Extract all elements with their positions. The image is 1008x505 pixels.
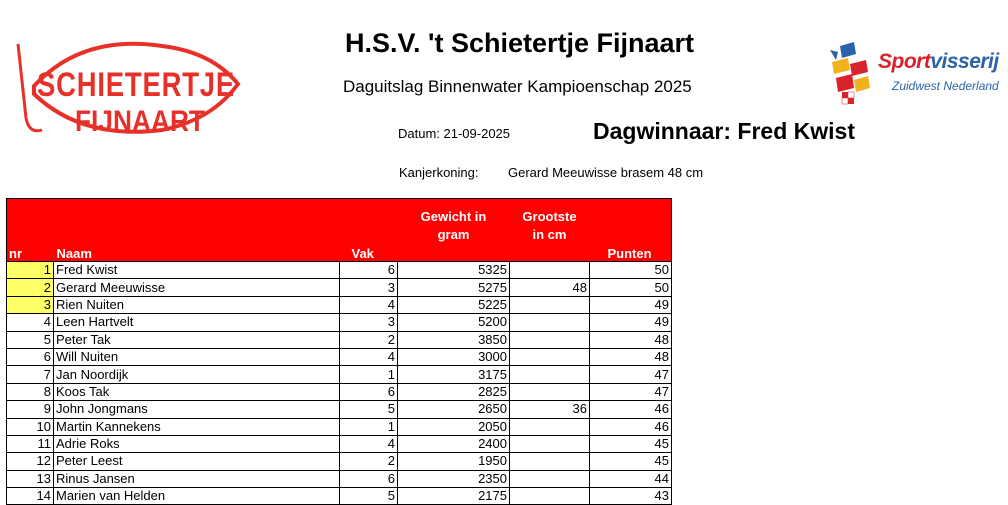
- cell-punten: 45: [590, 453, 672, 470]
- cell-naam: Gerard Meeuwisse: [54, 279, 340, 296]
- cell-grootste: [510, 418, 590, 435]
- cell-nr: 14: [7, 488, 54, 505]
- table-row: [7, 453, 672, 470]
- table-row: [7, 418, 672, 435]
- table-row: [7, 488, 672, 505]
- table-row: [7, 296, 672, 313]
- cell-gewicht: 2825: [398, 383, 510, 400]
- cell-grootste: [510, 470, 590, 487]
- cell-vak: 2: [340, 331, 398, 348]
- table-row: [7, 435, 672, 452]
- table-row: [7, 348, 672, 365]
- cell-gewicht: 1950: [398, 453, 510, 470]
- kanjer-value: Gerard Meeuwisse brasem 48 cm: [508, 165, 704, 180]
- cell-vak: 4: [340, 296, 398, 313]
- results-table: [6, 198, 672, 505]
- cell-vak: 2: [340, 453, 398, 470]
- hook-icon: [26, 118, 42, 131]
- day-winner: Dagwinnaar: Fred Kwist: [593, 118, 855, 144]
- cell-naam: John Jongmans: [54, 401, 340, 418]
- cell-grootste: [510, 383, 590, 400]
- header-grootste-line1: Grootste: [522, 209, 577, 224]
- cell-grootste: [510, 262, 590, 279]
- table-row: [7, 262, 672, 279]
- cell-punten: 49: [590, 314, 672, 331]
- cell-nr: 1: [7, 262, 54, 279]
- kanjer-label: Kanjerkoning:: [399, 165, 479, 180]
- cell-punten: 50: [590, 279, 672, 296]
- cell-naam: Fred Kwist: [54, 262, 340, 279]
- club-logo-line2: FIJNAART: [75, 105, 205, 138]
- cell-naam: Leen Hartvelt: [54, 314, 340, 331]
- cell-naam: Will Nuiten: [54, 348, 340, 365]
- cell-naam: Peter Tak: [54, 331, 340, 348]
- cell-punten: 47: [590, 366, 672, 383]
- cell-nr: 3: [7, 296, 54, 313]
- cell-naam: Peter Leest: [54, 453, 340, 470]
- cell-naam: Jan Noordijk: [54, 366, 340, 383]
- cell-grootste: [510, 366, 590, 383]
- cell-vak: 1: [340, 418, 398, 435]
- club-logo: [12, 38, 248, 142]
- cell-gewicht: 2650: [398, 401, 510, 418]
- cell-gewicht: 3175: [398, 366, 510, 383]
- table-row: [7, 470, 672, 487]
- cell-nr: 2: [7, 279, 54, 296]
- results-body: [7, 262, 672, 505]
- header-grootste: [510, 199, 590, 262]
- sponsor-emblem-icon: [826, 40, 876, 106]
- cell-vak: 6: [340, 470, 398, 487]
- sponsor-logo: [826, 40, 1006, 108]
- cell-grootste: [510, 314, 590, 331]
- cell-grootste: [510, 453, 590, 470]
- cell-punten: 46: [590, 418, 672, 435]
- cell-grootste: [510, 296, 590, 313]
- cell-vak: 5: [340, 488, 398, 505]
- date-label: Datum: 21-09-2025: [398, 126, 511, 141]
- table-row: [7, 383, 672, 400]
- cell-punten: 44: [590, 470, 672, 487]
- cell-naam: Rien Nuiten: [54, 296, 340, 313]
- table-row: [7, 314, 672, 331]
- cell-naam: Adrie Roks: [54, 435, 340, 452]
- cell-grootste: 36: [510, 401, 590, 418]
- table-header-row: [7, 199, 672, 262]
- cell-grootste: [510, 331, 590, 348]
- cell-gewicht: 5275: [398, 279, 510, 296]
- header-gewicht-line2: gram: [437, 227, 470, 242]
- cell-vak: 3: [340, 279, 398, 296]
- cell-grootste: [510, 488, 590, 505]
- cell-nr: 13: [7, 470, 54, 487]
- cell-vak: 1: [340, 366, 398, 383]
- cell-grootste: [510, 348, 590, 365]
- cell-vak: 6: [340, 383, 398, 400]
- header-nr: nr: [7, 199, 54, 262]
- table-row: [7, 401, 672, 418]
- cell-naam: Marien van Helden: [54, 488, 340, 505]
- page-subtitle: Daguitslag Binnenwater Kampioenschap 2025: [343, 77, 692, 96]
- cell-nr: 12: [7, 453, 54, 470]
- sponsor-name-part2: visserij: [930, 50, 999, 73]
- header-vak: Vak: [340, 199, 398, 262]
- page-title: H.S.V. 't Schietertje Fijnaart: [345, 28, 695, 58]
- cell-gewicht: 5200: [398, 314, 510, 331]
- cell-punten: 49: [590, 296, 672, 313]
- header-punten: Punten: [590, 199, 672, 262]
- cell-gewicht: 5325: [398, 262, 510, 279]
- sponsor-region: Zuidwest Nederland: [892, 79, 999, 93]
- sponsor-name: [878, 50, 999, 74]
- header-naam: Naam: [54, 199, 340, 262]
- cell-punten: 48: [590, 331, 672, 348]
- cell-gewicht: 3850: [398, 331, 510, 348]
- cell-vak: 3: [340, 314, 398, 331]
- cell-grootste: [510, 435, 590, 452]
- cell-gewicht: 2350: [398, 470, 510, 487]
- cell-vak: 4: [340, 435, 398, 452]
- cell-nr: 11: [7, 435, 54, 452]
- cell-nr: 6: [7, 348, 54, 365]
- cell-naam: Martin Kannekens: [54, 418, 340, 435]
- table-row: [7, 331, 672, 348]
- cell-gewicht: 2400: [398, 435, 510, 452]
- cell-punten: 43: [590, 488, 672, 505]
- cell-grootste: 48: [510, 279, 590, 296]
- cell-vak: 4: [340, 348, 398, 365]
- cell-nr: 9: [7, 401, 54, 418]
- cell-vak: 5: [340, 401, 398, 418]
- table-row: [7, 279, 672, 296]
- header-grootste-line2: in cm: [532, 227, 567, 242]
- cell-gewicht: 5225: [398, 296, 510, 313]
- cell-punten: 48: [590, 348, 672, 365]
- fishing-rod-icon: [18, 44, 26, 118]
- cell-punten: 50: [590, 262, 672, 279]
- cell-nr: 5: [7, 331, 54, 348]
- sponsor-name-part1: Sport: [878, 50, 931, 73]
- header-gewicht: [398, 199, 510, 262]
- cell-nr: 8: [7, 383, 54, 400]
- cell-nr: 4: [7, 314, 54, 331]
- cell-nr: 10: [7, 418, 54, 435]
- club-logo-line1: SCHIETERTJE: [37, 66, 235, 104]
- cell-gewicht: 2175: [398, 488, 510, 505]
- cell-naam: Rinus Jansen: [54, 470, 340, 487]
- cell-punten: 46: [590, 401, 672, 418]
- cell-nr: 7: [7, 366, 54, 383]
- cell-punten: 47: [590, 383, 672, 400]
- cell-vak: 6: [340, 262, 398, 279]
- cell-naam: Koos Tak: [54, 383, 340, 400]
- header-gewicht-line1: Gewicht in: [420, 209, 487, 224]
- cell-gewicht: 2050: [398, 418, 510, 435]
- table-row: [7, 366, 672, 383]
- cell-gewicht: 3000: [398, 348, 510, 365]
- cell-punten: 45: [590, 435, 672, 452]
